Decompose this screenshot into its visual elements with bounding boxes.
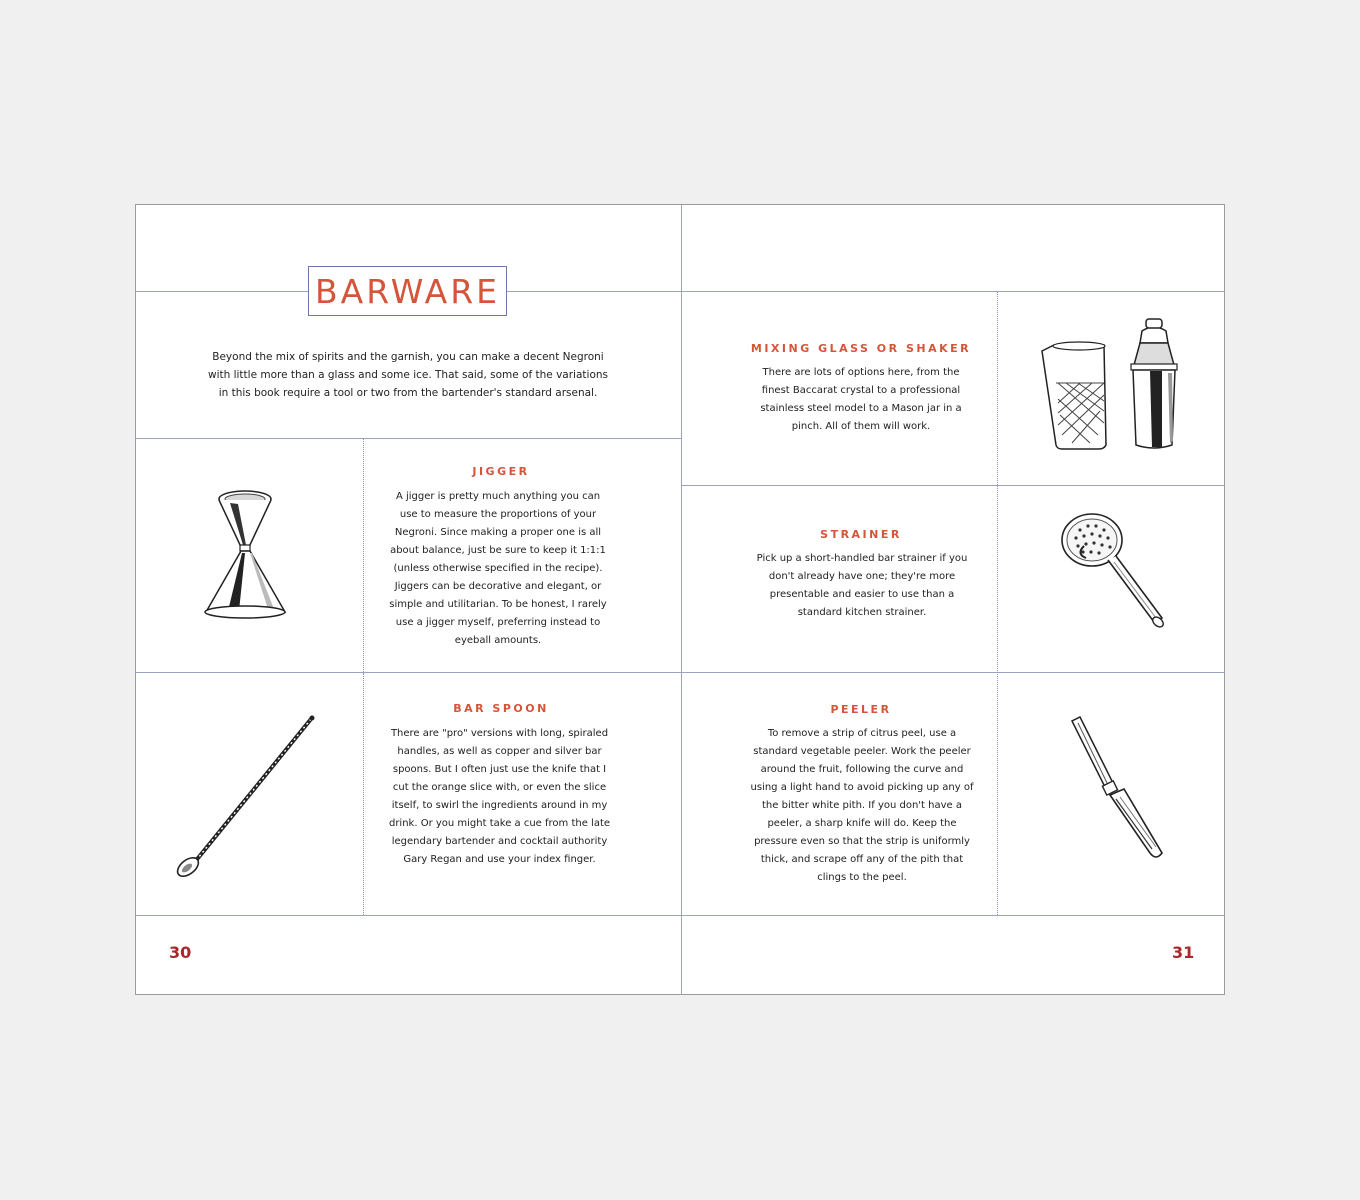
dotted-left-upper [363,439,364,672]
mixing-glass-title: MIXING GLASS OR SHAKER [750,342,972,355]
spine [681,205,682,994]
intro-paragraph: Beyond the mix of spirits and the garnish, you can make a decent Negroni with little more than a glass and some ice. That said, some of the variations in this book require a tool or two from the bartender's standard arsenal. [207,351,608,399]
mixing-glass-and-shaker-icon [1038,317,1198,453]
strainer-icon [1058,510,1168,636]
peeler-body: To remove a strip of citrus peel, use a standard vegetable peeler. Work the peeler around the fruit, following the curve and using a light hand to avoid picking up any of the bitter white pith. If you don't have a peeler, a sharp knife will do. Keep the pressure even so that the strip is uniformly thick, and scrape off any of the pith that clings to the peel. [750,728,974,883]
page-number-left: 30 [169,943,192,962]
bar-spoon-title: BAR SPOON [453,702,549,715]
mixing-glass-body: There are lots of options here, from the finest Baccarat crystal to a professional stainless steel model to a Mason jar in a pinch. All of them will work. [760,367,962,432]
jigger-body: A jigger is pretty much anything you can use to measure the proportions of your Negroni. Since making a proper one is all about balance, just be sure to keep it 1:1:1 (unless otherwise specified in the recipe). Jiggers can be decorative and elegant, or simple and utilitarian. To be honest, I rarely use a jigger myself, preferring instead to eyeball amounts. [389,491,607,646]
jigger-icon [198,487,293,623]
rule-right-mid [681,485,1224,486]
peeler-icon [1066,715,1166,865]
page-title: BARWARE [308,266,507,316]
page-number-right: 31 [1172,943,1195,962]
jigger-title: JIGGER [472,465,530,478]
rule-middle [136,672,1224,673]
bar-spoon-body: There are "pro" versions with long, spiraled handles, as well as copper and silver bar spoons. But I often just use the knife that I cut the orange slice with, or even the slice itself, to swirl the ingredients around in my drink. Or you might take a cue from the late legendary bartender and cocktail authority Gary Regan and use your index finger. [388,728,611,865]
rule-left-intro [136,438,681,439]
dotted-left-lower [363,673,364,915]
bar-spoon-icon [172,715,318,881]
rule-bottom [136,915,1224,916]
strainer-body: Pick up a short-handled bar strainer if you don't already have one; they're more presentable and easier to use than a standard kitchen strainer. [756,553,968,618]
dotted-right [997,292,998,915]
book-spread [135,204,1225,995]
strainer-title: STRAINER [820,528,902,541]
rule-top [136,291,1224,292]
peeler-title: PEELER [830,703,892,716]
